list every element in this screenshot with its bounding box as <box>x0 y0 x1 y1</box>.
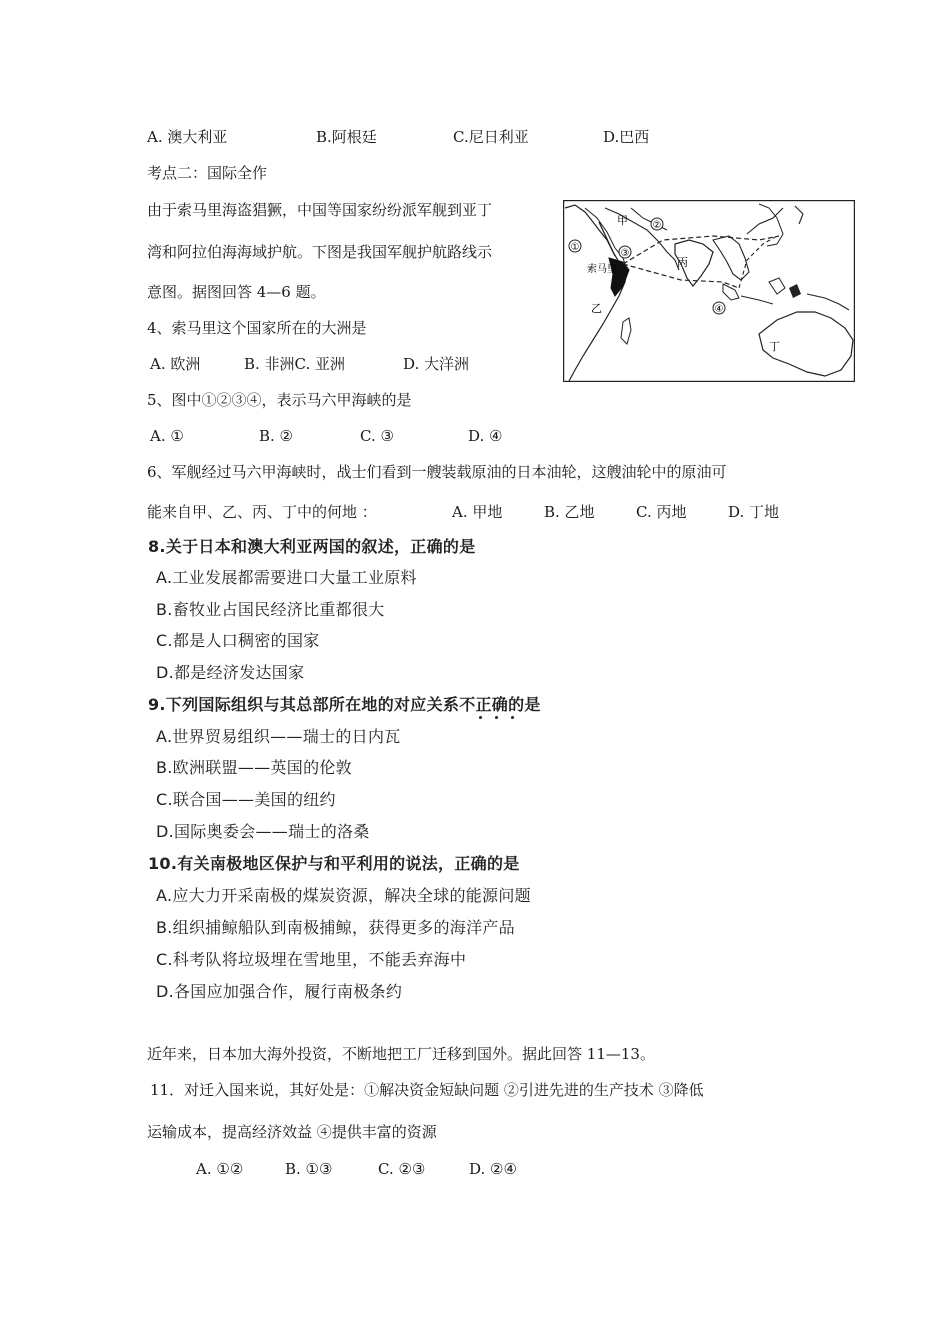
emphasis-dot <box>495 716 498 719</box>
q4-option-d[interactable]: D. 大洋洲 <box>403 355 470 373</box>
section-heading: 考点二：国际全作 <box>147 164 268 182</box>
map-marker-1: ① <box>570 242 580 253</box>
q10-option-a[interactable]: A.应大力开采南极的煤炭资源，解决全球的能源问题 <box>156 886 531 905</box>
q5-option-b[interactable]: B. ② <box>259 427 294 445</box>
map-marker-2: ② <box>652 220 662 231</box>
q10-option-d[interactable]: D.各国应加强合作，履行南极条约 <box>156 982 403 1001</box>
q5-stem: 5、图中①②③④，表示马六甲海峡的是 <box>147 391 412 409</box>
emphasis-dot <box>511 716 514 719</box>
q10-option-c[interactable]: C.科考队将垃圾埋在雪地里，不能丢弃海中 <box>156 950 467 969</box>
map-label-somalia: 索马里 <box>587 264 617 275</box>
q8-stem: 8.关于日本和澳大利亚两国的叙述，正确的是 <box>148 537 476 556</box>
intro-line-3: 意图。据图回答 4—6 题。 <box>147 283 326 301</box>
q5-option-d[interactable]: D. ④ <box>468 427 503 445</box>
q9-option-a[interactable]: A.世界贸易组织——瑞士的日内瓦 <box>156 727 401 746</box>
q9-option-c[interactable]: C.联合国——美国的纽约 <box>156 790 336 809</box>
q11-line-1: 11．对迁入国来说，其好处是：①解决资金短缺问题 ②引进先进的生产技术 ③降低 <box>150 1081 704 1099</box>
q4-option-a[interactable]: A. 欧洲 <box>150 355 201 373</box>
q9-option-d[interactable]: D.国际奥委会——瑞士的洛桑 <box>156 822 370 841</box>
q5-option-a[interactable]: A. ① <box>150 427 184 445</box>
q4-option-b[interactable]: B. 非洲C. 亚洲 <box>244 355 346 373</box>
q3-option-b[interactable]: B.阿根廷 <box>316 128 377 146</box>
q8-option-a[interactable]: A.工业发展都需要进口大量工业原料 <box>156 568 417 587</box>
q11-line-2: 运输成本，提高经济效益 ④提供丰富的资源 <box>147 1123 437 1141</box>
q9-option-b[interactable]: B.欧洲联盟——英国的伦敦 <box>156 758 352 777</box>
q6-stem-end: 能来自甲、乙、丙、丁中的何地 ： <box>147 503 377 521</box>
q4-stem: 4、索马里这个国家所在的大洲是 <box>147 319 367 337</box>
q3-option-a[interactable]: A. 澳大利亚 <box>147 128 228 146</box>
q3-option-d[interactable]: D.巴西 <box>603 128 650 146</box>
map-marker-4: ④ <box>714 304 724 315</box>
q6-line-2 <box>147 502 780 522</box>
q11-option-d[interactable]: D. ②④ <box>469 1160 517 1178</box>
q6-option-c[interactable]: C. 丙地 <box>636 503 687 521</box>
intro-line-2: 湾和阿拉伯海海域护航。下图是我国军舰护航路线示 <box>147 243 493 261</box>
map-label-yi: 乙 <box>591 302 602 315</box>
q10-stem: 10.有关南极地区保护与和平利用的说法，正确的是 <box>148 854 520 873</box>
q6-line-1: 6、军舰经过马六甲海峡时，战士们看到一艘装载原油的日本油轮，这艘油轮中的原油可 <box>147 463 727 481</box>
q8-option-c[interactable]: C.都是人口稠密的国家 <box>156 631 320 650</box>
map-label-bing: 丙 <box>677 256 688 269</box>
escort-route-map <box>563 200 855 382</box>
map-marker-3: ③ <box>620 248 630 259</box>
q6-option-a[interactable]: A. 甲地 <box>452 503 503 521</box>
map-label-jia: 甲 <box>617 214 628 227</box>
passage-11-13: 近年来，日本加大海外投资，不断地把工厂迁移到国外。据此回答 11—13。 <box>147 1045 655 1063</box>
intro-line-1: 由于索马里海盗猖獗，中国等国家纷纷派军舰到亚丁 <box>147 201 493 219</box>
q11-option-c[interactable]: C. ②③ <box>378 1160 426 1178</box>
q6-option-d[interactable]: D. 丁地 <box>728 503 780 521</box>
map-label-ding: 丁 <box>769 340 780 353</box>
q9-stem: 9.下列国际组织与其总部所在地的对应关系不正确的是 <box>148 695 541 714</box>
q8-option-d[interactable]: D.都是经济发达国家 <box>156 663 305 682</box>
q11-option-b[interactable]: B. ①③ <box>285 1160 333 1178</box>
q8-option-b[interactable]: B.畜牧业占国民经济比重都很大 <box>156 600 385 619</box>
q11-option-a[interactable]: A. ①② <box>196 1160 244 1178</box>
q6-option-b[interactable]: B. 乙地 <box>544 503 595 521</box>
q5-option-c[interactable]: C. ③ <box>360 427 394 445</box>
emphasis-dot <box>479 716 482 719</box>
q10-option-b[interactable]: B.组织捕鲸船队到南极捕鲸，获得更多的海洋产品 <box>156 918 515 937</box>
q3-option-c[interactable]: C.尼日利亚 <box>453 128 529 146</box>
